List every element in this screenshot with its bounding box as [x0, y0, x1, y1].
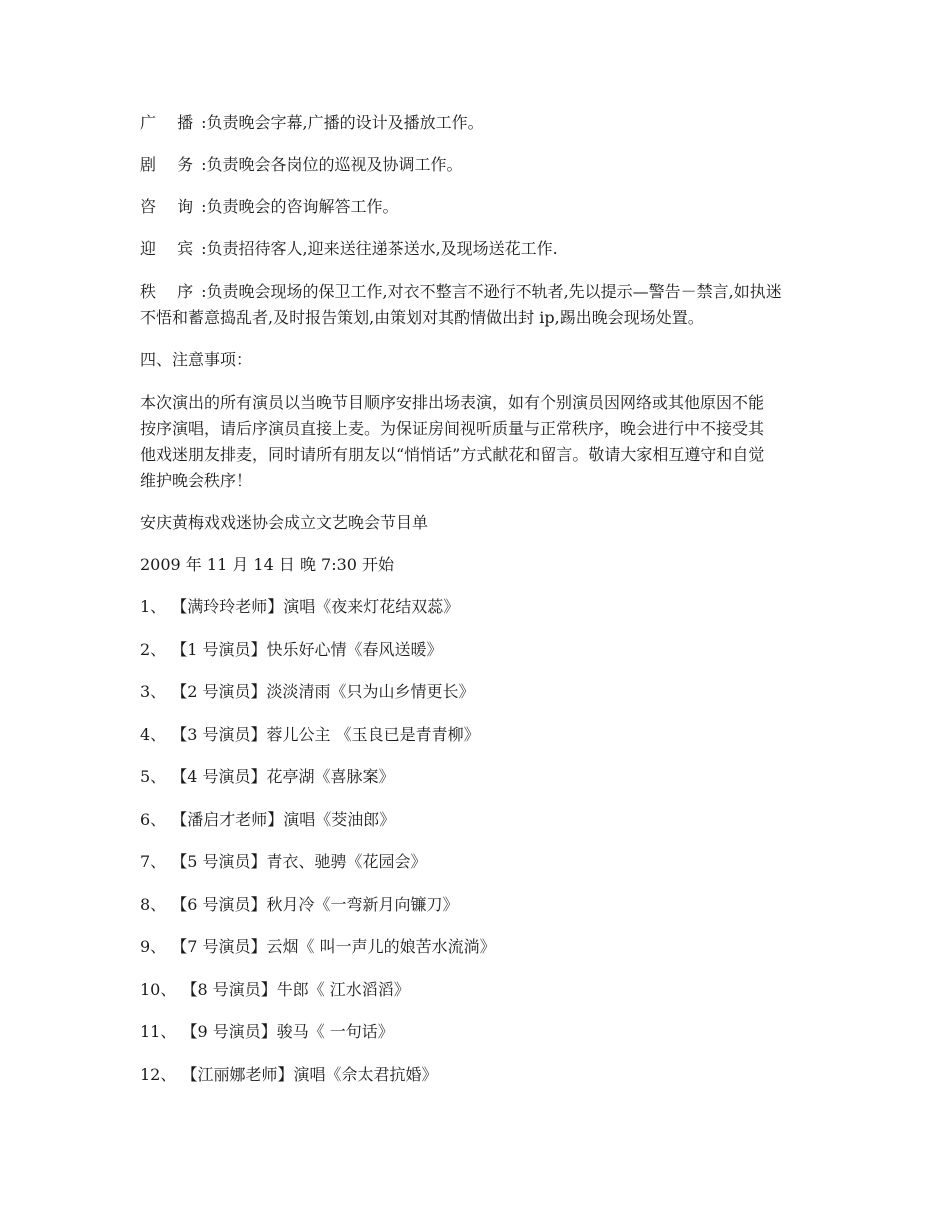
duty-desc: :负责晚会现场的保卫工作,对衣不整言不逊行不轨者,先以提示—警告－禁言,如执迷 [201, 282, 782, 301]
program-item: 7、 【5 号演员】青衣、驰骋《花园会》 [140, 852, 427, 871]
program-item: 8、 【6 号演员】秋月冷《一弯新月向镰刀》 [140, 894, 459, 914]
duty-reception [140, 237, 810, 261]
notice-line: 他戏迷朋友排麦，同时请所有朋友以“悄悄话”方式献花和留言。敬请大家相互遵守和自觉 [140, 445, 765, 464]
program-item: 5、 【4 号演员】花亭湖《喜脉案》 [140, 767, 395, 786]
notice-heading: 四、注意事项： [140, 350, 253, 369]
duty-term: 迎 宾 [140, 239, 202, 258]
duty-broadcast [140, 111, 810, 135]
duty-desc: :负责招待客人,迎来送往递茶送水,及现场送花工作. [201, 239, 558, 258]
program-item: 4、 【3 号演员】蓉儿公主 《玉良已是青青柳》 [140, 724, 480, 744]
duty-term: 咨 询 [140, 197, 202, 216]
duty-term: 广 播 [140, 113, 202, 132]
program-item: 12、 【江丽娜老师】演唱《佘太君抗婚》 [140, 1064, 438, 1084]
notice-paragraph [140, 390, 810, 494]
duty-consulting [140, 195, 810, 219]
program-item: 11、 【9 号演员】骏马《 一句话》 [140, 1022, 394, 1041]
duty-desc: :负责晚会各岗位的巡视及协调工作。 [201, 155, 463, 174]
program-item: 1、 【满玲玲老师】演唱《夜来灯花结双蕊》 [140, 597, 460, 616]
notice-line: 本次演出的所有演员以当晚节目顺序安排出场表演，如有个别演员因网络或其他原因不能 [140, 393, 765, 412]
program-title: 安庆黄梅戏戏迷协会成立文艺晚会节目单 [140, 513, 429, 532]
notice-line: 维护晚会秩序！ [140, 471, 253, 490]
duty-term: 秩 序 [140, 282, 202, 301]
program-item: 3、 【2 号演员】淡淡清雨《只为山乡情更长》 [140, 682, 475, 701]
program-item: 10、 【8 号演员】牛郎《 江水滔滔》 [140, 979, 410, 999]
duty-order-line-2: 不悟和蓄意捣乱者,及时报告策划,由策划对其酌情做出封 ip,踢出晚会现场处置。 [140, 308, 704, 327]
notice-line: 按序演唱，请后序演员直接上麦。为保证房间视听质量与正常秩序，晚会进行中不接受其 [140, 419, 765, 438]
duty-stage-affairs [140, 153, 810, 177]
program-time: 2009 年 11 月 14 日 晚 7:30 开始 [140, 555, 395, 574]
duty-desc: :负责晚会的咨询解答工作。 [201, 197, 399, 216]
duty-desc: :负责晚会字幕,广播的设计及播放工作。 [201, 113, 484, 132]
program-item: 2、 【1 号演员】快乐好心情《春风送暖》 [140, 639, 443, 659]
document-page [140, 111, 810, 1105]
duty-order-line-1 [140, 279, 810, 305]
duty-order [140, 279, 810, 331]
program-item: 9、 【7 号演员】云烟《 叫一声儿的娘苦水流淌》 [140, 937, 496, 956]
program-item: 6、 【潘启才老师】演唱《茭油郎》 [140, 809, 396, 829]
duty-term: 剧 务 [140, 155, 202, 174]
